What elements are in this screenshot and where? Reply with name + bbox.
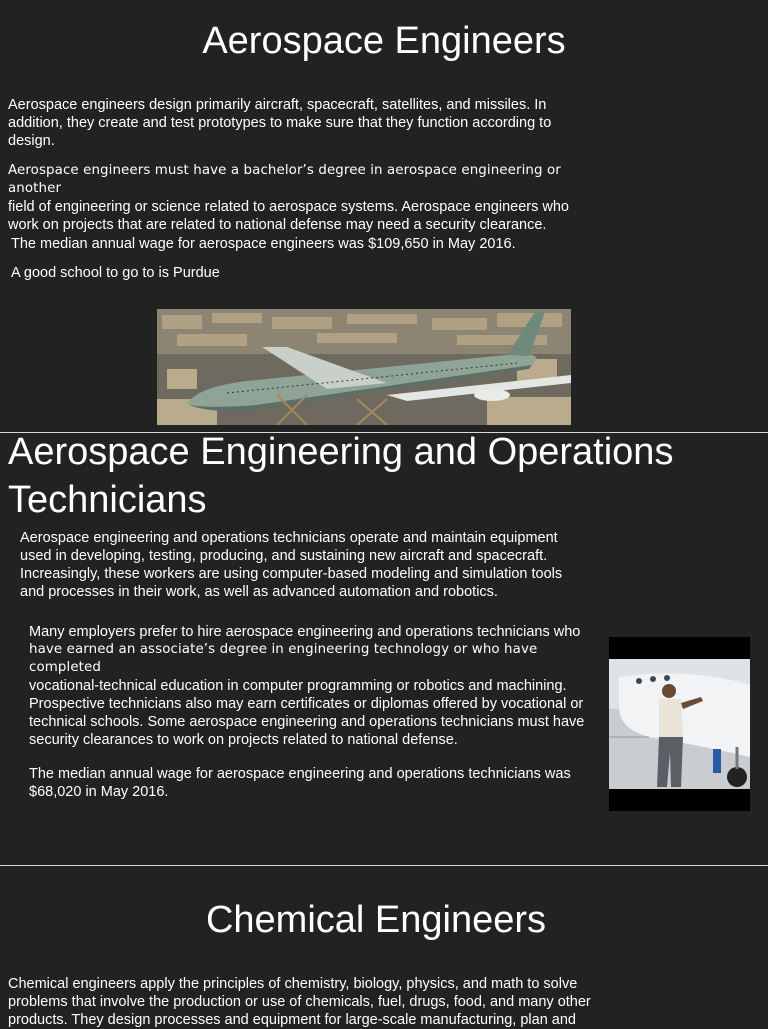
slide2-paragraph-2-rest: vocational-technical education in computer programming or robotics and machining. Prospective technicians also may earn certificates or diplomas offered by vocational or technical schools. Some aerospace engineering and operations technicians must have security clearances to work on projects related to national defense. bbox=[29, 678, 585, 748]
slide1-paragraph-2-line1: Aerospace engineers must have a bachelor’s degree in aerospace engineering or another bbox=[8, 163, 561, 196]
aircraft-assembly-photo bbox=[157, 309, 571, 425]
slide1-paragraph-1: Aerospace engineers design primarily aircraft, spacecraft, satellites, and missiles. In addition, they create and test prototypes to make sure that they function according to design. bbox=[8, 97, 552, 149]
slide2-paragraph-2-line1: Many employers prefer to hire aerospace engineering and operations technicians who bbox=[29, 624, 581, 640]
slide1-paragraph-2-rest: field of engineering or science related to aerospace systems. Aerospace engineers who work on projects that are related to national defense may need a security clearance. bbox=[8, 199, 569, 233]
slide1-title: Aerospace Engineers bbox=[202, 20, 566, 62]
slide2-paragraph-2 bbox=[29, 623, 604, 749]
slide3-title: Chemical Engineers bbox=[205, 899, 547, 941]
aircraft-assembly-illustration bbox=[157, 309, 571, 425]
slide1-paragraph-2 bbox=[8, 162, 608, 234]
slide1-paragraph-4: A good school to go to is Purdue bbox=[11, 265, 220, 281]
slide3-paragraph-1: Chemical engineers apply the principles of chemistry, biology, physics, and math to solve problems that involve the production or use of chemicals, fuel, drugs, food, and many other products. They design processes and equipment for large-scale manufacturing, plan and bbox=[8, 976, 591, 1028]
slide2-paragraph-2-line2: have earned an associate’s degree in engineering technology or who have completed bbox=[29, 642, 538, 675]
slide1-paragraph-3: The median annual wage for aerospace engineers was $109,650 in May 2016. bbox=[11, 236, 516, 252]
slide2-paragraph-3: The median annual wage for aerospace engineering and operations technicians was $68,020 in May 2016. bbox=[29, 766, 571, 800]
technician-photo bbox=[609, 637, 750, 811]
slide-divider-2 bbox=[0, 865, 768, 866]
slide2-paragraph-1: Aerospace engineering and operations technicians operate and maintain equipment used in developing, testing, producing, and sustaining new aircraft and spacecraft. Increasingly, these workers are using computer-based modeling and simulation tools and processes in their work, as well as advanced automation and robotics. bbox=[20, 530, 563, 600]
slide2-title: Aerospace Engineering and Operations Technicians bbox=[8, 431, 674, 521]
technician-illustration bbox=[609, 637, 750, 811]
